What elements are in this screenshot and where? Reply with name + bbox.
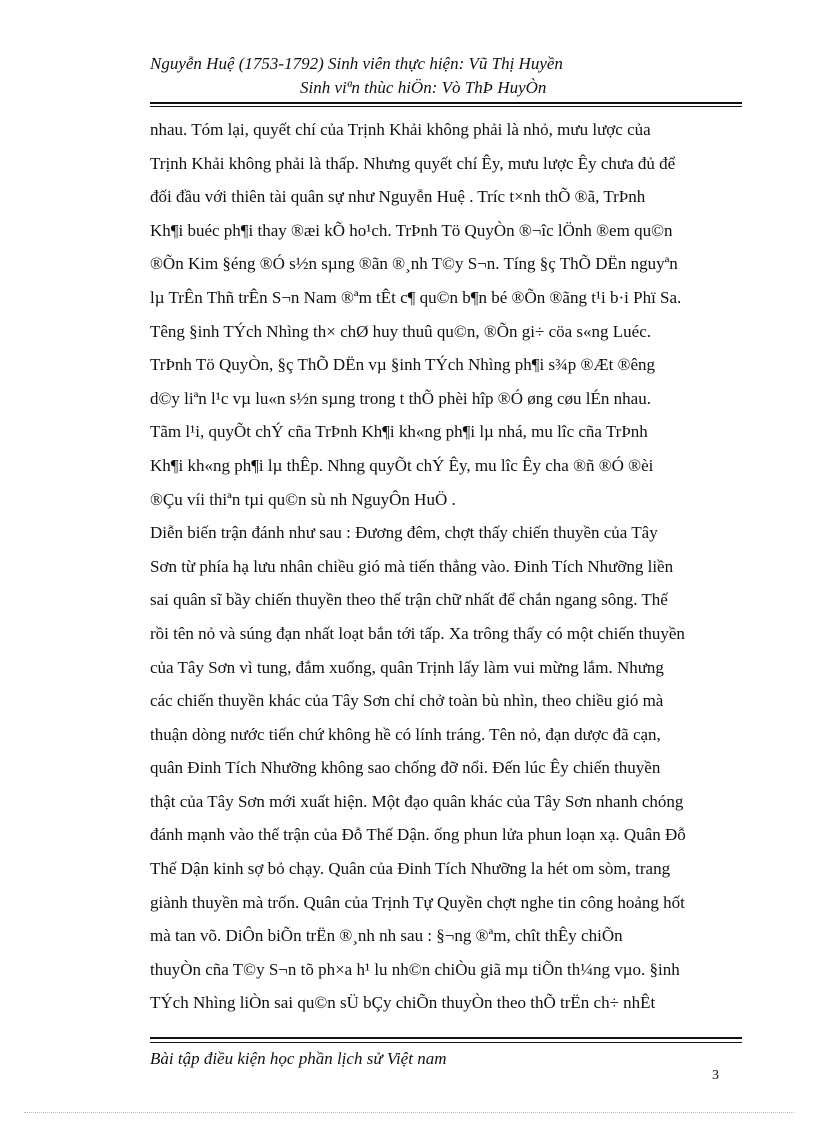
page-header xyxy=(150,52,750,100)
header-line-2: Sinh viªn thùc hiÖn: Vò ThÞ HuyÒn xyxy=(300,78,547,97)
page-number: 3 xyxy=(712,1068,719,1083)
body-line: nhau. Tóm lại, quyết chí của Trịnh Khải không phải là nhỏ, mưu lược của xyxy=(150,120,651,139)
page-bottom-dotted-line xyxy=(24,1112,794,1113)
body-line: Kh¶i buéc ph¶i thay ®æi kÕ ho¹ch. TrÞnh Tö QuyÒn ®¬îc lÖnh ®em qu©n xyxy=(150,220,673,240)
header-rule-thin xyxy=(150,106,742,107)
body-line: Sơn từ phía hạ lưu nhân chiều gió mà tiến thẳng vào. Đinh Tích Nhưỡng liền xyxy=(150,556,674,576)
body-line: lµ TrÊn Thñ trÊn S¬n Nam ®ªm tÊt c¶ qu©n b¶n bé ®Õn ®ãng t¹i b·i Phï Sa. xyxy=(150,287,682,307)
footer-rule-thin xyxy=(150,1042,742,1043)
body-line: mà tan võ. DiÔn biÕn trËn ®¸nh nh sau : §¬ng ®ªm, chît thÊy chiÕn xyxy=(150,926,623,946)
body-line: giành thuyền mà trốn. Quân của Trịnh Tự Quyền chợt nghe tin công hoảng hốt xyxy=(150,892,685,912)
body-line: sai quân sĩ bầy chiến thuyền theo thế trận chữ nhất để chắn ngang sông. Thế xyxy=(150,590,668,610)
body-line: TÝch Nhìng liÒn sai qu©n sÜ bÇy chiÕn thuyÒn theo thÕ trËn ch÷ nhÊt xyxy=(150,993,656,1013)
body-line: ®Õn Kim §éng ®Ó s½n sµng ®ãn ®¸nh T©y S¬n. Tíng §ç ThÕ DËn nguyªn xyxy=(150,254,678,274)
body-text xyxy=(150,113,742,1020)
body-line: Thế Dận kinh sợ bỏ chạy. Quân của Đinh Tích Nhưỡng la hét om sòm, trang xyxy=(150,859,671,879)
body-line: rồi tên nỏ và súng đạn nhất loạt bắn tới tấp. Xa trông thấy có một chiến thuyền xyxy=(150,623,685,643)
body-line: TrÞnh Tö QuyÒn, §ç ThÕ DËn vµ §inh TÝch Nhìng ph¶i s¾p ®Æt ®êng xyxy=(150,355,656,375)
body-line: đánh mạnh vào thế trận của Đỗ Thế Dận. ống phun lửa phun loạn xạ. Quân Đỗ xyxy=(150,825,686,845)
body-line: của Tây Sơn vì tung, đắm xuống, quân Trịnh lấy làm vui mừng lắm. Nhưng xyxy=(150,657,664,677)
body-line: Tãm l¹i, quyÕt chÝ cña TrÞnh Kh¶i kh«ng ph¶i lµ nhá, mu lîc cña TrÞnh xyxy=(150,422,648,442)
body-line: đối đầu với thiên tài quân sự như Nguyễn Huệ . Tríc t×nh thÕ ®ã, TrÞnh xyxy=(150,187,646,207)
body-line: ®Çu víi thiªn tµi qu©n sù nh NguyÔn HuÖ . xyxy=(150,489,456,509)
body-line: Trịnh Khải không phải là thấp. Nhưng quyết chí Êy, mưu lược Êy chưa đủ để xyxy=(150,153,676,173)
footer-rule-thick xyxy=(150,1037,742,1039)
body-line: thuận dòng nước tiến chứ không hề có lính tráng. Tên nỏ, đạn dược đã cạn, xyxy=(150,724,661,744)
body-line: thật của Tây Sơn mới xuất hiện. Một đạo quân khác của Tây Sơn nhanh chóng xyxy=(150,791,684,811)
header-rule-thick xyxy=(150,102,742,104)
body-line: thuyÒn cña T©y S¬n tõ ph×a h¹ lu nh©n chiÒu giã mµ tiÕn th¼ng vµo. §inh xyxy=(150,959,680,979)
body-line: Têng §inh TÝch Nhìng th× chØ huy thuû qu©n, ®Õn gi÷ cöa s«ng Luéc. xyxy=(150,321,652,341)
header-line-1: Nguyễn Huệ (1753-1792) Sinh viên thực hiện: Vũ Thị Huyền xyxy=(150,54,563,73)
body-line: Kh¶i kh«ng ph¶i lµ thÊp. Nhng quyÕt chÝ Êy, mu lîc Êy cha ®ñ ®Ó ®èi xyxy=(150,455,654,475)
body-line: quân Đinh Tích Nhưỡng không sao chống đỡ nổi. Đến lúc Êy chiến thuyền xyxy=(150,758,661,778)
body-line: d©y liªn l¹c vµ lu«n s½n sµng trong t thÕ phèi hîp ®Ó øng cøu lÉn nhau. xyxy=(150,388,651,408)
body-line: Diễn biến trận đánh như sau : Đương đêm, chợt thấy chiến thuyền của Tây xyxy=(150,523,658,543)
page-footer: Bài tập điều kiện học phần lịch sử Việt nam xyxy=(150,1049,447,1068)
body-line: các chiến thuyền khác của Tây Sơn chỉ chở toàn bù nhìn, theo chiều gió mà xyxy=(150,691,664,711)
